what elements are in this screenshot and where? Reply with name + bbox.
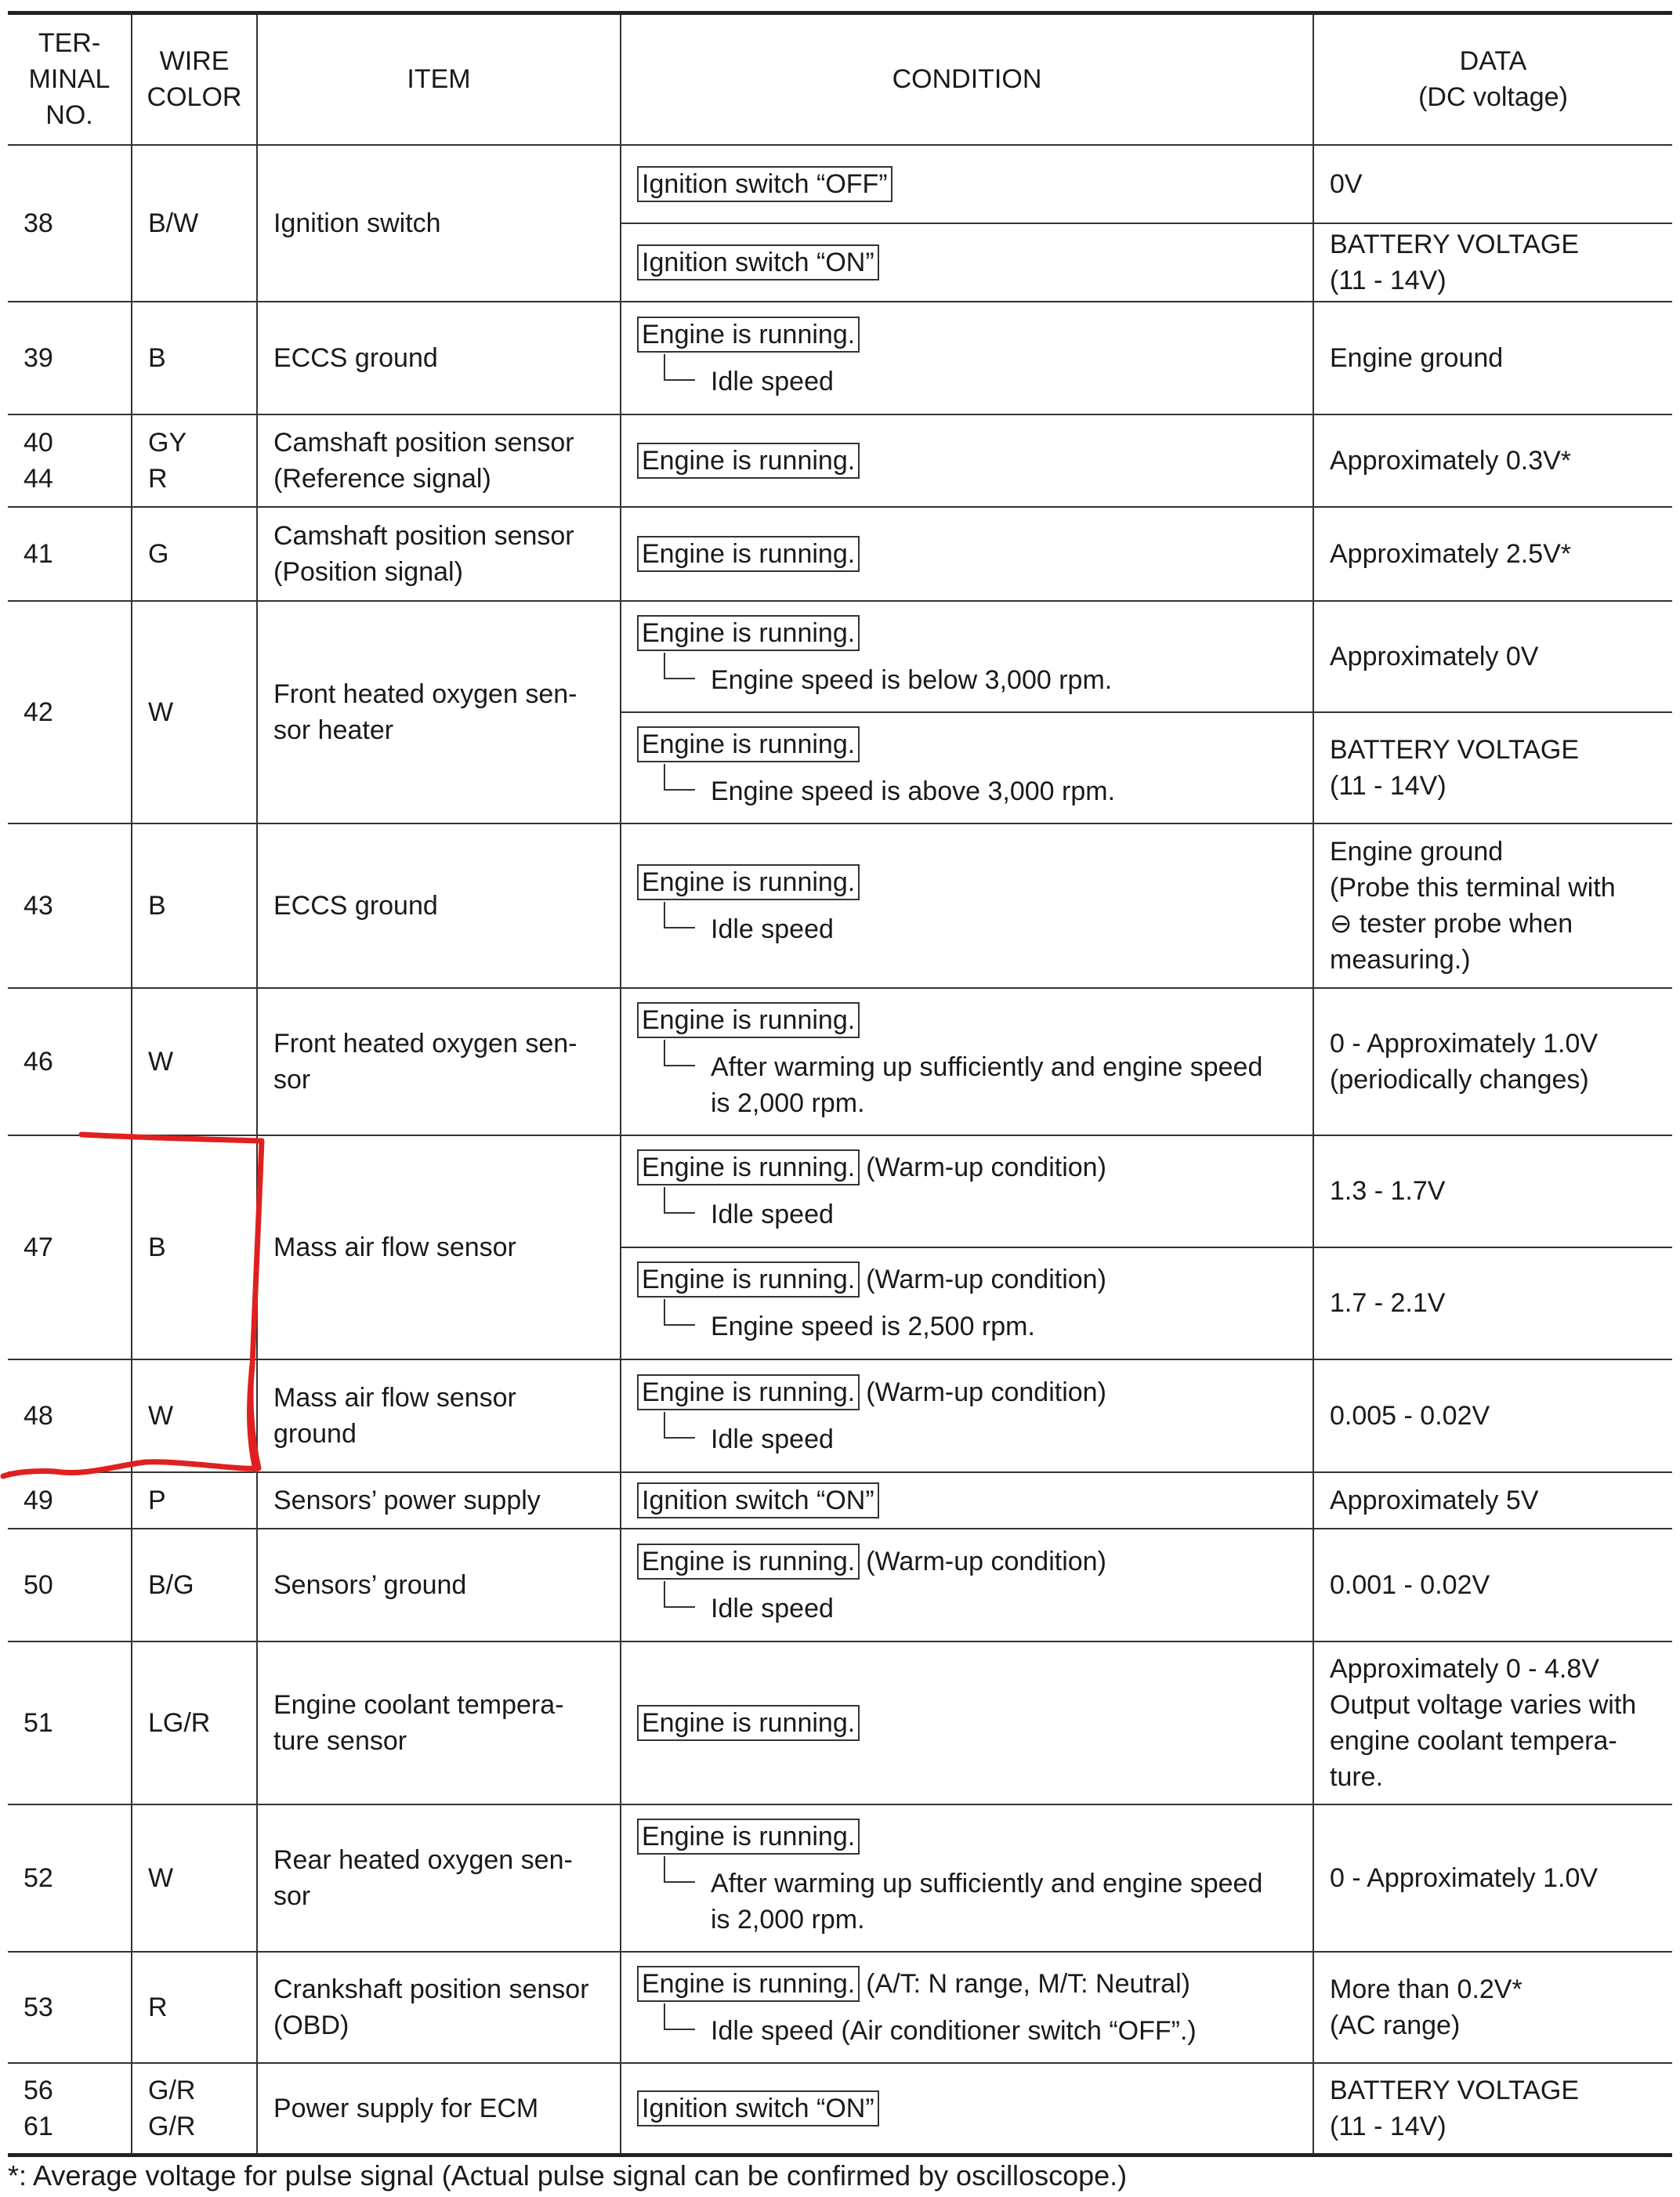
item-text: Sensors’ ground	[273, 1569, 467, 1600]
terminal-no: 56	[24, 2075, 53, 2105]
item-text: Sensors’ power supply	[273, 1485, 541, 1515]
table-row	[8, 507, 1672, 601]
condition-sub	[637, 1049, 1312, 1121]
header-terminal-line: NO.	[45, 100, 93, 131]
table-row	[8, 988, 1672, 1135]
wire-color: W	[148, 1400, 174, 1431]
condition-sub-line: Engine speed is below 3,000 rpm.	[711, 664, 1113, 695]
header-wire-line: WIRE	[159, 46, 230, 77]
item-cell	[257, 1804, 621, 1952]
wire-color-cell	[132, 988, 257, 1135]
item-text: sor	[273, 1064, 311, 1095]
terminal-no: 46	[24, 1046, 53, 1077]
item-text: (Position signal)	[273, 556, 463, 587]
terminal-no: 49	[24, 1485, 53, 1515]
data-value: (11 - 14V)	[1330, 2111, 1446, 2141]
condition-main	[637, 726, 1312, 762]
condition-box: Engine is running.	[637, 864, 860, 900]
table-row	[8, 1529, 1672, 1641]
condition-note: (Warm-up condition)	[866, 1153, 1106, 1182]
wire-color: G	[148, 538, 169, 569]
terminal-no-cell	[8, 302, 132, 414]
condition-box: Engine is running.	[637, 1374, 860, 1410]
condition-box: Engine is running.	[637, 317, 860, 353]
item-text: Mass air flow sensor	[273, 1382, 516, 1413]
ecm-terminal-table	[8, 11, 1672, 2157]
item-text: ground	[273, 1418, 357, 1449]
wire-color-cell	[132, 302, 257, 414]
header-wire-color	[132, 13, 257, 145]
wire-color-cell	[132, 2063, 257, 2155]
wire-color: LG/R	[148, 1707, 211, 1738]
terminal-no-cell	[8, 601, 132, 823]
terminal-no: 41	[24, 538, 53, 569]
wire-color: R	[148, 1992, 168, 2022]
wire-color: B	[148, 342, 166, 373]
data-value: 0.005 - 0.02V	[1330, 1400, 1490, 1431]
wire-color-cell	[132, 1804, 257, 1952]
terminal-no-cell	[8, 507, 132, 601]
data-cell	[1313, 1135, 1672, 1247]
item-text: (Reference signal)	[273, 463, 491, 494]
condition-main	[637, 864, 1312, 900]
condition-main	[637, 1374, 1312, 1410]
data-value: engine coolant tempera-	[1330, 1725, 1617, 1756]
condition-note: (Warm-up condition)	[866, 1546, 1106, 1576]
data-value: BATTERY VOLTAGE	[1330, 229, 1580, 259]
data-cell	[1313, 1359, 1672, 1472]
item-cell	[257, 2063, 621, 2155]
condition-main	[637, 1149, 1312, 1185]
terminal-no: 43	[24, 890, 53, 921]
condition-main	[637, 1819, 1312, 1855]
data-value: Approximately 0V	[1330, 641, 1539, 671]
item-text: sor heater	[273, 715, 394, 745]
condition-main	[637, 1261, 1312, 1298]
condition-sub-line: Idle speed	[711, 1424, 834, 1454]
condition-cell	[621, 1529, 1313, 1641]
terminal-no: 39	[24, 342, 53, 373]
wire-color-cell	[132, 414, 257, 507]
data-cell	[1313, 2063, 1672, 2155]
terminal-no: 51	[24, 1707, 53, 1738]
data-value: Engine ground	[1330, 836, 1504, 867]
condition-box: Engine is running.	[637, 1819, 860, 1855]
data-value: More than 0.2V*	[1330, 1974, 1522, 2004]
condition-box: Ignition switch “ON”	[637, 244, 879, 281]
terminal-no: 53	[24, 1992, 53, 2022]
data-value: BATTERY VOLTAGE	[1330, 2075, 1580, 2105]
data-value: Approximately 5V	[1330, 1485, 1539, 1515]
condition-cell	[621, 1135, 1313, 1247]
header-data	[1313, 13, 1672, 145]
header-wire-line: COLOR	[147, 82, 242, 113]
condition-sub	[637, 1866, 1312, 1938]
data-cell	[1313, 1529, 1672, 1641]
condition-cell	[621, 507, 1313, 601]
condition-main	[637, 536, 1312, 572]
condition-cell	[621, 145, 1313, 223]
wire-color-cell	[132, 823, 257, 988]
item-cell	[257, 1641, 621, 1804]
data-value: BATTERY VOLTAGE	[1330, 734, 1580, 765]
table-row	[8, 1359, 1672, 1472]
condition-sub	[637, 364, 1312, 400]
condition-sub-line: Idle speed	[711, 1200, 834, 1229]
data-value: (11 - 14V)	[1330, 770, 1446, 801]
condition-main	[637, 1002, 1312, 1038]
item-cell	[257, 414, 621, 507]
condition-note: (Warm-up condition)	[866, 1265, 1106, 1294]
condition-sub	[637, 1591, 1312, 1627]
condition-box: Ignition switch “OFF”	[637, 166, 892, 202]
data-value: Engine ground	[1330, 342, 1504, 373]
condition-cell	[621, 712, 1313, 823]
item-cell	[257, 1952, 621, 2063]
header-terminal-no	[8, 13, 132, 145]
condition-box: Engine is running.	[637, 536, 860, 572]
table-row	[8, 1472, 1672, 1529]
condition-cell	[621, 302, 1313, 414]
terminal-no: 38	[24, 208, 53, 238]
data-value: ture.	[1330, 1761, 1384, 1792]
condition-cell	[621, 414, 1313, 507]
header-item: ITEM	[257, 13, 621, 145]
item-text: ECCS ground	[273, 890, 438, 921]
condition-sub	[637, 1421, 1312, 1457]
wire-color: W	[148, 697, 174, 727]
data-cell	[1313, 823, 1672, 988]
item-text: Crankshaft position sensor	[273, 1974, 589, 2004]
table-row	[8, 302, 1672, 414]
terminal-no: 44	[24, 463, 53, 494]
condition-box: Engine is running.	[637, 1705, 860, 1741]
item-cell	[257, 1359, 621, 1472]
terminal-no-cell	[8, 2063, 132, 2155]
wire-color-cell	[132, 1472, 257, 1529]
condition-main	[637, 2090, 1312, 2126]
item-cell	[257, 302, 621, 414]
wire-color: B	[148, 890, 166, 921]
data-cell	[1313, 1247, 1672, 1359]
wire-color: G/R	[148, 2111, 196, 2141]
item-cell	[257, 1529, 621, 1641]
wire-color: B/W	[148, 208, 199, 238]
data-cell	[1313, 988, 1672, 1135]
wire-color-cell	[132, 1529, 257, 1641]
table-row	[8, 1641, 1672, 1804]
condition-sub	[637, 662, 1312, 698]
condition-cell	[621, 2063, 1313, 2155]
condition-box: Engine is running.	[637, 1544, 860, 1580]
condition-box: Engine is running.	[637, 1002, 860, 1038]
data-value: measuring.)	[1330, 944, 1471, 975]
wire-color: W	[148, 1046, 174, 1077]
condition-sub-line: Idle speed	[711, 914, 834, 944]
condition-sub-line: Idle speed	[711, 1593, 834, 1623]
condition-sub-line: After warming up sufficiently and engine speed	[711, 1051, 1263, 1082]
data-cell	[1313, 223, 1672, 302]
terminal-no-cell	[8, 414, 132, 507]
condition-cell	[621, 1359, 1313, 1472]
terminal-no-cell	[8, 823, 132, 988]
table-row	[8, 1952, 1672, 2063]
condition-cell	[621, 823, 1313, 988]
condition-main	[637, 166, 1312, 202]
condition-box: Engine is running.	[637, 726, 860, 762]
item-text: ture sensor	[273, 1725, 407, 1756]
terminal-no-cell	[8, 1472, 132, 1529]
condition-cell	[621, 988, 1313, 1135]
data-value: 0.001 - 0.02V	[1330, 1569, 1490, 1600]
condition-note: (Warm-up condition)	[866, 1377, 1106, 1407]
condition-main	[637, 317, 1312, 353]
condition-box: Engine is running.	[637, 1149, 860, 1185]
terminal-no: 48	[24, 1400, 53, 1431]
condition-main	[637, 443, 1312, 479]
wire-color: GY	[148, 427, 187, 458]
item-text: Power supply for ECM	[273, 2093, 539, 2123]
item-text: sor	[273, 1880, 311, 1911]
condition-box: Ignition switch “ON”	[637, 1482, 879, 1518]
table-header-row	[8, 13, 1672, 145]
table-row	[8, 145, 1672, 223]
terminal-no: 50	[24, 1569, 53, 1600]
item-text: Ignition switch	[273, 208, 441, 238]
terminal-no-cell	[8, 1529, 132, 1641]
item-cell	[257, 1472, 621, 1529]
wire-color: R	[148, 463, 168, 494]
item-cell	[257, 823, 621, 988]
item-text: Front heated oxygen sen-	[273, 679, 578, 709]
terminal-no-cell	[8, 988, 132, 1135]
wire-color-cell	[132, 601, 257, 823]
item-cell	[257, 1135, 621, 1359]
terminal-no-cell	[8, 1641, 132, 1804]
wire-color-cell	[132, 1952, 257, 2063]
condition-sub-line: is 2,000 rpm.	[711, 1904, 865, 1935]
terminal-no: 42	[24, 697, 53, 727]
condition-sub-line: Engine speed is above 3,000 rpm.	[711, 776, 1116, 806]
data-cell	[1313, 601, 1672, 712]
data-cell	[1313, 145, 1672, 223]
table-body	[8, 145, 1672, 2155]
condition-note: (A/T: N range, M/T: Neutral)	[866, 1968, 1190, 1999]
condition-sub	[637, 773, 1312, 809]
condition-main	[637, 244, 1312, 281]
condition-cell	[621, 1472, 1313, 1529]
condition-sub	[637, 2013, 1312, 2049]
header-terminal-line: MINAL	[28, 64, 110, 95]
condition-box: Engine is running.	[637, 443, 860, 479]
wire-color-cell	[132, 507, 257, 601]
header-condition: CONDITION	[621, 13, 1313, 145]
item-cell	[257, 145, 621, 302]
item-text: Front heated oxygen sen-	[273, 1028, 578, 1059]
data-cell	[1313, 507, 1672, 601]
condition-sub	[637, 1196, 1312, 1232]
item-text: (OBD)	[273, 2010, 349, 2040]
data-value: (AC range)	[1330, 2010, 1461, 2040]
condition-cell	[621, 1952, 1313, 2063]
header-data-line: DATA	[1459, 46, 1527, 77]
table-row	[8, 2063, 1672, 2155]
table-row	[8, 601, 1672, 712]
terminal-no: 52	[24, 1862, 53, 1893]
wire-color: W	[148, 1862, 174, 1893]
item-cell	[257, 507, 621, 601]
item-text: Camshaft position sensor	[273, 427, 574, 458]
table-row	[8, 1135, 1672, 1247]
wire-color-cell	[132, 1359, 257, 1472]
data-value: (periodically changes)	[1330, 1064, 1589, 1095]
item-cell	[257, 601, 621, 823]
condition-cell	[621, 601, 1313, 712]
data-value: Approximately 0 - 4.8V	[1330, 1653, 1599, 1684]
condition-main	[637, 615, 1312, 651]
wire-color: P	[148, 1485, 166, 1515]
condition-box: Engine is running.	[637, 1966, 860, 2002]
condition-main	[637, 1705, 1312, 1741]
data-cell	[1313, 712, 1672, 823]
data-value: Approximately 0.3V*	[1330, 445, 1572, 476]
item-text: Rear heated oxygen sen-	[273, 1844, 573, 1875]
data-value: (11 - 14V)	[1330, 265, 1446, 295]
header-terminal-line: TER-	[38, 28, 101, 59]
table-row	[8, 823, 1672, 988]
condition-cell	[621, 1641, 1313, 1804]
wire-color-cell	[132, 145, 257, 302]
terminal-no-cell	[8, 1135, 132, 1359]
condition-main	[637, 1966, 1312, 2002]
table-row	[8, 414, 1672, 507]
wire-color: B/G	[148, 1569, 194, 1600]
wire-color: G/R	[148, 2075, 196, 2105]
data-cell	[1313, 1804, 1672, 1952]
terminal-no: 40	[24, 427, 53, 458]
data-cell	[1313, 1952, 1672, 2063]
data-cell	[1313, 1472, 1672, 1529]
data-cell	[1313, 302, 1672, 414]
condition-box: Engine is running.	[637, 1261, 860, 1298]
terminal-no: 47	[24, 1232, 53, 1262]
header-data-line: (DC voltage)	[1418, 82, 1568, 113]
condition-sub-line: Idle speed (Air conditioner switch “OFF”.)	[711, 2015, 1197, 2046]
condition-sub	[637, 1308, 1312, 1345]
item-text: Engine coolant tempera-	[273, 1689, 564, 1720]
data-value: Output voltage varies with	[1330, 1689, 1637, 1720]
wire-color-cell	[132, 1641, 257, 1804]
table-row	[8, 1804, 1672, 1952]
data-cell	[1313, 1641, 1672, 1804]
condition-cell	[621, 1247, 1313, 1359]
condition-sub-line: Idle speed	[711, 366, 834, 396]
condition-cell	[621, 1804, 1313, 1952]
condition-box: Engine is running.	[637, 615, 860, 651]
condition-main	[637, 1544, 1312, 1580]
terminal-no: 61	[24, 2111, 53, 2141]
data-value: 0V	[1330, 168, 1363, 199]
terminal-no-cell	[8, 1804, 132, 1952]
data-value: (Probe this terminal with	[1330, 872, 1616, 903]
condition-box: Ignition switch “ON”	[637, 2090, 879, 2126]
condition-main	[637, 1482, 1312, 1518]
wire-color: B	[148, 1232, 166, 1262]
data-value: 1.3 - 1.7V	[1330, 1176, 1446, 1206]
wire-color-cell	[132, 1135, 257, 1359]
data-value: 1.7 - 2.1V	[1330, 1288, 1446, 1318]
data-cell	[1313, 414, 1672, 507]
data-value: Approximately 2.5V*	[1330, 538, 1572, 569]
data-value: 0 - Approximately 1.0V	[1330, 1028, 1599, 1059]
terminal-no-cell	[8, 1359, 132, 1472]
item-cell	[257, 988, 621, 1135]
terminal-no-cell	[8, 1952, 132, 2063]
terminal-no-cell	[8, 145, 132, 302]
condition-cell	[621, 223, 1313, 302]
condition-sub	[637, 911, 1312, 947]
item-text: Camshaft position sensor	[273, 520, 574, 551]
footnote: *: Average voltage for pulse signal (Actual pulse signal can be confirmed by oscilloscope.)	[8, 2159, 1128, 2192]
condition-sub-line: is 2,000 rpm.	[711, 1088, 865, 1118]
data-value: ⊖ tester probe when	[1330, 908, 1573, 939]
data-value: 0 - Approximately 1.0V	[1330, 1862, 1599, 1893]
condition-sub-line: Engine speed is 2,500 rpm.	[711, 1312, 1035, 1341]
condition-sub-line: After warming up sufficiently and engine speed	[711, 1868, 1263, 1898]
item-text: ECCS ground	[273, 342, 438, 373]
item-text: Mass air flow sensor	[273, 1232, 516, 1262]
